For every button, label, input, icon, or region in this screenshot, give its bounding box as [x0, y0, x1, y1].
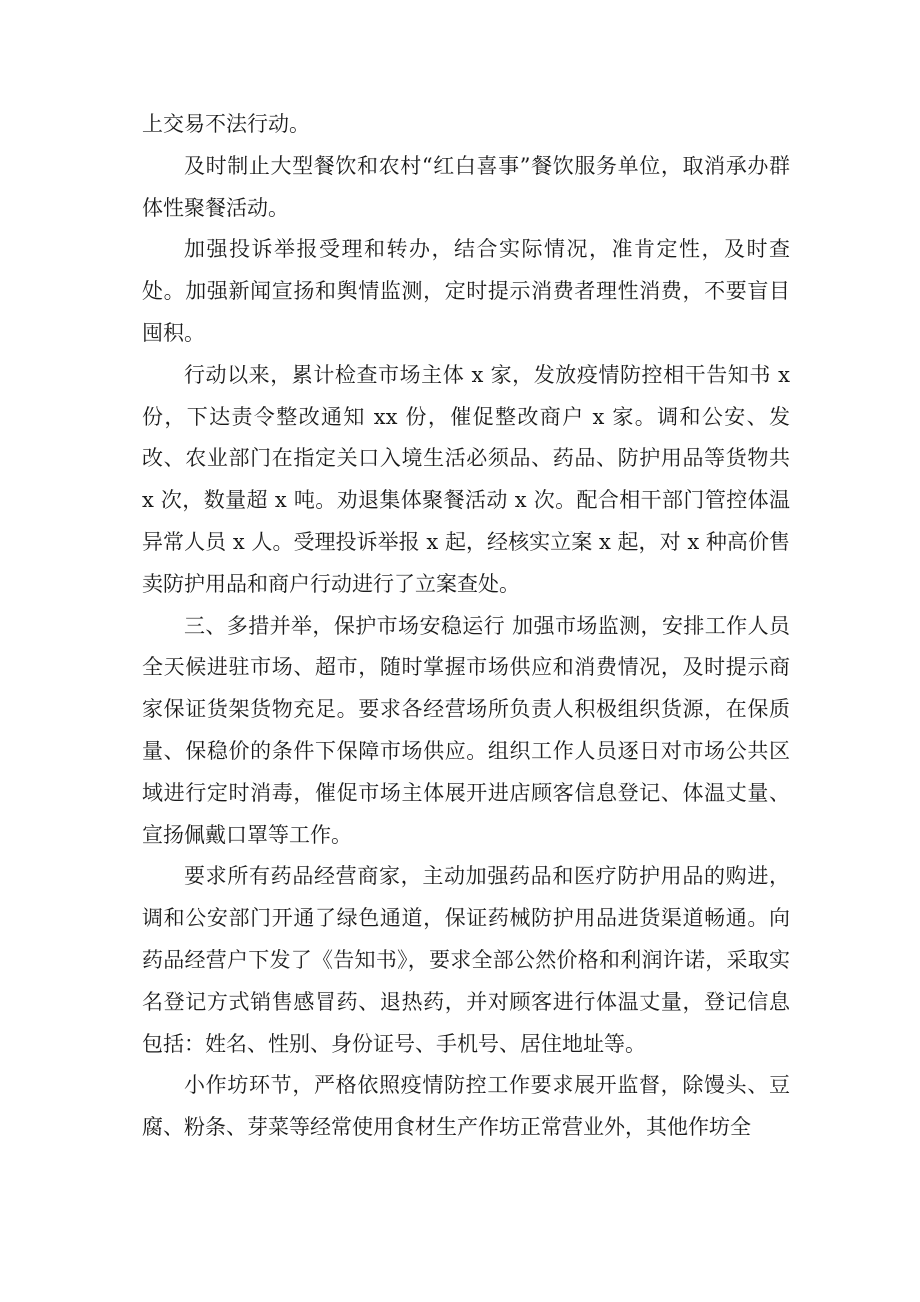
paragraph-4: 行动以来，累计检查市场主体 x 家，发放疫情防控相干告知书 x 份，下达责令整改通知 xx 份，催促整改商户 x 家。调和公安、发改、农业部门在指定关口入境生活必须品、药品、防护用品等货物共 x 次，数量超 x 吨。劝退集体聚餐活动 x 次。配合相干部门管控体温异常人员 x 人。受理投诉举报 x 起，经核实立案 x 起，对 x 种高价售卖防护用品和商户行动进行了立案查处。	[142, 362, 790, 596]
paragraph-1: 上交易不法行动。	[142, 112, 310, 136]
paragraph-3: 加强投诉举报受理和转办，结合实际情况，准肯定性，及时查处。加强新闻宣扬和舆情监测，定时提示消费者理性消费，不要盲目囤积。	[142, 237, 790, 345]
paragraph-7: 小作坊环节，严格依照疫情防控工作要求展开监督，除馒头、豆腐、粉条、芽菜等经常使用食材生产作坊正常营业外，其他作坊全	[142, 1073, 790, 1140]
paragraph-6: 要求所有药品经营商家，主动加强药品和医疗防护用品的购进，调和公安部门开通了绿色通道，保证药械防护用品进货渠道畅通。向药品经营户下发了《告知书》，要求全部公然价格和利润许诺，采取实名登记方式销售感冒药、退热药，并对顾客进行体温丈量，登记信息包括：姓名、性别、身份证号、手机号、居住地址等。	[142, 864, 790, 1056]
paragraph-5: 三、多措并举，保护市场安稳运行 加强市场监测，安排工作人员全天候进驻市场、超市，随时掌握市场供应和消费情况，及时提示商家保证货架货物充足。要求各经营场所负责人积极组织货源，在保质量、保稳价的条件下保障市场供应。组织工作人员逐日对市场公共区域进行定时消毒，催促市场主体展开进店顾客信息登记、体温丈量、宣扬佩戴口罩等工作。	[142, 613, 790, 847]
document-body	[142, 104, 790, 1149]
paragraph-2: 及时制止大型餐饮和农村“红白喜事”餐饮服务单位，取消承办群体性聚餐活动。	[142, 153, 790, 220]
